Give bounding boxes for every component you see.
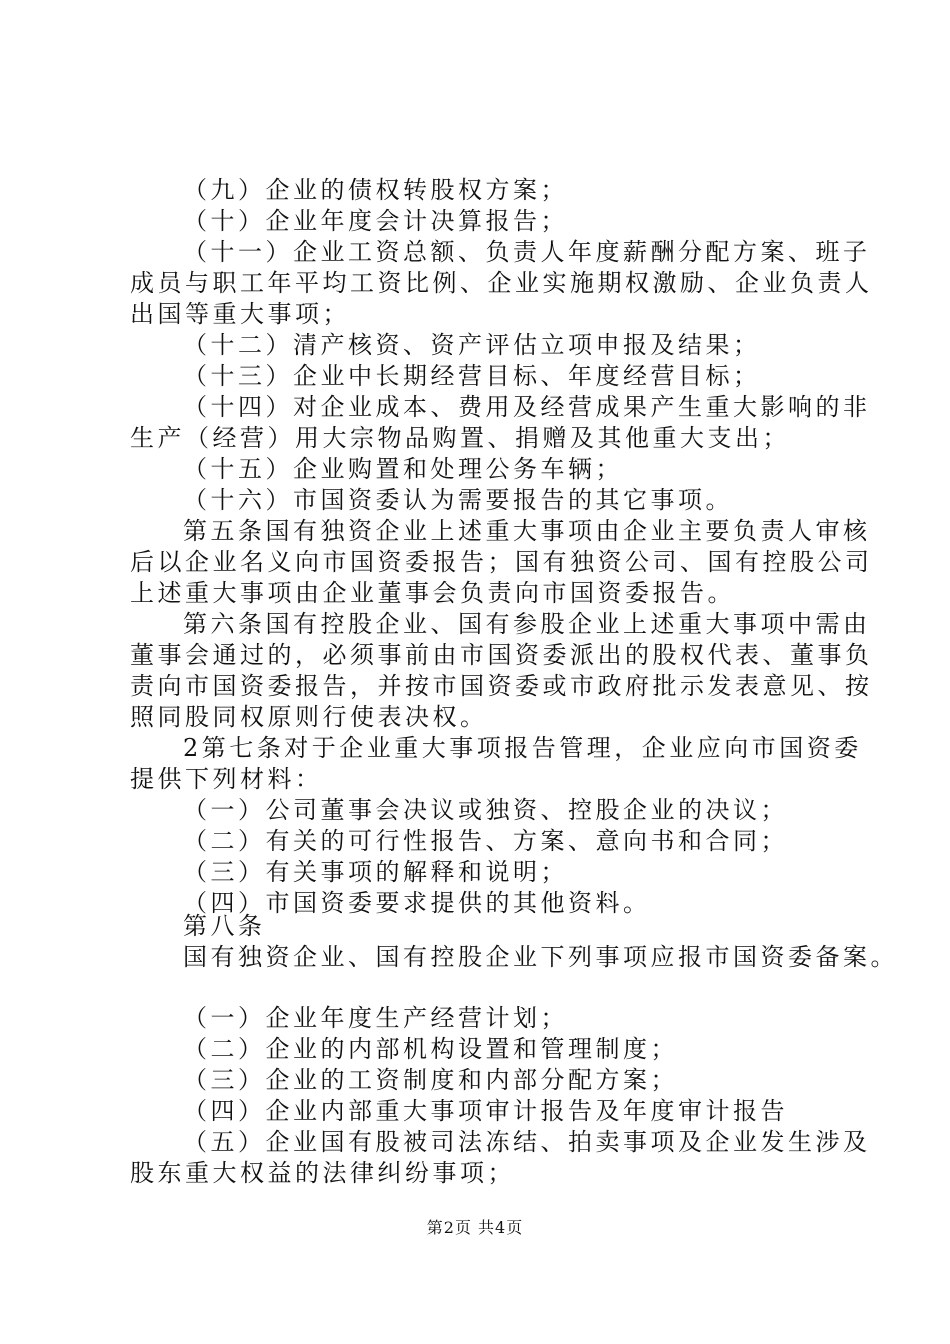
text-line: （一）企业年度生产经营计划； — [183, 1004, 568, 1032]
text-line: （十五）企业购置和处理公务车辆； — [183, 455, 623, 483]
text-line: 上述重大事项由企业董事会负责向市国资委报告。 — [130, 579, 735, 607]
text-line: （十六）市国资委认为需要报告的其它事项。 — [183, 486, 733, 514]
text-line: 第八条 — [183, 912, 266, 940]
page-number: 第2页 共4页 — [426, 1218, 524, 1237]
text-line: （二）有关的可行性报告、方案、意向书和合同； — [183, 827, 788, 855]
text-line: （五）企业国有股被司法冻结、拍卖事项及企业发生涉及 — [183, 1128, 871, 1156]
text-line: （九）企业的债权转股权方案； — [183, 176, 568, 204]
text-line: 出国等重大事项； — [130, 300, 350, 328]
text-line: 第六条国有控股企业、国有参股企业上述重大事项中需由 — [183, 610, 871, 638]
text-line: 责向市国资委报告，并按市国资委或市政府批示发表意见、按 — [130, 672, 873, 700]
text-line: （十三）企业中长期经营目标、年度经营目标； — [183, 362, 761, 390]
text-line: （二）企业的内部机构设置和管理制度； — [183, 1035, 678, 1063]
text-line: 后以企业名义向市国资委报告；国有独资公司、国有控股公司 — [130, 548, 873, 576]
text-line: 第五条国有独资企业上述重大事项由企业主要负责人审核 — [183, 517, 871, 545]
text-line: 提供下列材料： — [130, 765, 323, 793]
text-line: （十）企业年度会计决算报告； — [183, 207, 568, 235]
text-line: （十一）企业工资总额、负责人年度薪酬分配方案、班子 — [183, 238, 871, 266]
text-line: 生产（经营）用大宗物品购置、捐赠及其他重大支出； — [130, 424, 790, 452]
text-line: （十二）清产核资、资产评估立项申报及结果； — [183, 331, 761, 359]
text-line: 国有独资企业、国有控股企业下列事项应报市国资委备案。 — [183, 943, 898, 971]
text-line: （三）有关事项的解释和说明； — [183, 858, 568, 886]
text-line: （十四）对企业成本、费用及经营成果产生重大影响的非 — [183, 393, 871, 421]
text-line: 成员与职工年平均工资比例、企业实施期权激励、企业负责人 — [130, 269, 873, 297]
text-line: （四）市国资委要求提供的其他资料。 — [183, 889, 651, 917]
text-line: （四）企业内部重大事项审计报告及年度审计报告 — [183, 1097, 788, 1125]
text-line: （三）企业的工资制度和内部分配方案； — [183, 1066, 678, 1094]
text-line: 2第七条对于企业重大事项报告管理，企业应向市国资委 — [183, 734, 862, 762]
text-line: 股东重大权益的法律纠纷事项； — [130, 1159, 515, 1187]
text-line: 照同股同权原则行使表决权。 — [130, 703, 488, 731]
text-line: 董事会通过的，必须事前由市国资委派出的股权代表、董事负 — [130, 641, 873, 669]
text-line: （一）公司董事会决议或独资、控股企业的决议； — [183, 796, 788, 824]
page-footer — [0, 1218, 950, 1238]
